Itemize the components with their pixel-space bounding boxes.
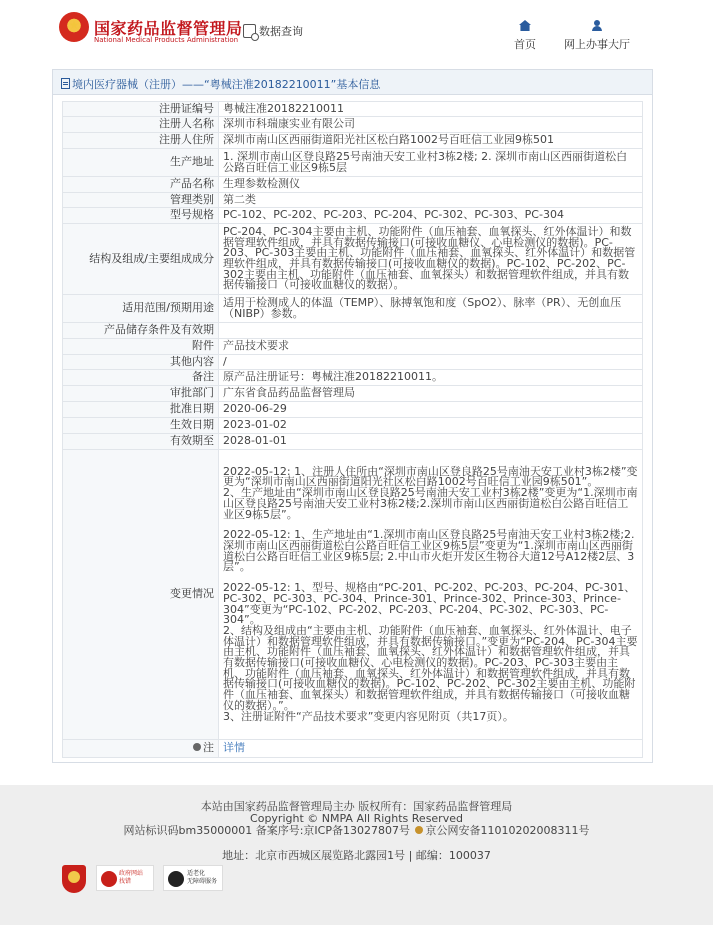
party-emblem-icon[interactable] — [62, 865, 86, 893]
row-value: 产品技术要求 — [219, 339, 643, 355]
row-value: 2028-01-01 — [219, 434, 643, 450]
footer-sponsor: 本站由国家药品监督管理局主办 版权所有：国家药品监督管理局 — [200, 800, 513, 813]
table-row — [63, 339, 643, 355]
row-key: 结构及组成/主要组成成分 — [63, 224, 219, 295]
table-row — [63, 177, 643, 193]
note-value — [219, 740, 643, 758]
table-row — [63, 323, 643, 339]
data-query-label: 数据查询 — [259, 25, 303, 38]
footer-copyright: Copyright © NMPA All Rights Reserved — [250, 812, 463, 825]
data-query-link[interactable] — [243, 23, 303, 39]
row-value: 适用于检测成人的体温（TEMP）、脉搏氧饱和度（SpO2）、脉率（PR）、无创血压（NIBP）参数。 — [219, 295, 643, 323]
table-row — [63, 295, 643, 323]
row-key: 适用范围/预期用途 — [63, 295, 219, 323]
table-row-note — [63, 740, 643, 758]
nav-online-service-label: 网上办事大厅 — [564, 38, 630, 51]
row-value: 1. 深圳市南山区登良路25号南油天安工业村3栋2楼; 2. 深圳市南山区西丽街道松白公路百旺信工业区9栋5层 — [219, 149, 643, 177]
footer-icp[interactable]: 网站标识码bm35000001 备案序号:京ICP备13027807号 — [123, 824, 414, 837]
national-emblem-icon[interactable] — [59, 12, 89, 42]
accessibility-badge[interactable] — [163, 865, 223, 891]
row-value: 第二类 — [219, 193, 643, 208]
row-value: / — [219, 355, 643, 370]
row-value: 原产品注册证号：粤械注准20182210011。 — [219, 370, 643, 386]
change-paragraph: 2、结构及组成由“主要由主机、功能附件（血压袖套、血氧探头、红外体温计、电子体温计）和数据管理软件组成，并具有数据传输接口。”变更为“PC-204、PC-304主要由主机、功能附件（血压袖套、血氧探头、红外体温计）和数据管理软件组成，并具有数据传输接口(可接收血糖仪、心电检测仪的数据)。PC-203、PC-303主要由主机、功能附件（血压袖套、血氧探头、红外体温计）和数据管理软件组成，并具有数据传输接口(可接收血糖仪的数据)。PC-102、PC-202、PC-302主要由主机、功能附件（血压袖套、血氧探头）和数据管理软件组成，并具有数据传输接口（可接收血糖仪的数据）。”。 — [223, 623, 638, 712]
row-key: 生产地址 — [63, 149, 219, 177]
accessibility-badge-text: 适老化 无障碍服务 — [187, 870, 218, 885]
change-paragraph: 2022-05-12: 1、注册人住所由“深圳市南山区登良路25号南油天安工业村3栋2楼”变更为“深圳市南山区西丽街道阳光社区松白路1002号百旺信工业园9栋501”。 — [223, 464, 638, 489]
site-logo-title[interactable]: 国家药品监督管理局 — [94, 19, 243, 38]
row-key: 注册人名称 — [63, 117, 219, 133]
table-row — [63, 208, 643, 224]
home-icon — [519, 20, 531, 31]
row-key: 注册人住所 — [63, 133, 219, 149]
row-key: 有效期至 — [63, 434, 219, 450]
row-value: 粤械注准20182210011 — [219, 102, 643, 117]
accessibility-icon — [168, 871, 184, 887]
user-icon — [591, 20, 603, 31]
footer-registration — [0, 825, 713, 837]
data-query-icon — [243, 24, 256, 38]
table-row — [63, 434, 643, 450]
change-paragraph: 2022-05-12: 1、生产地址由“1.深圳市南山区登良路25号南油天安工业村3栋2楼;2.深圳市南山区西丽街道松白公路百旺信工业区9栋5层”变更为“1.深圳市南山区西丽街道松白公路百旺信工业区9栋5层; 2.中山市火炬开发区生物谷大道12号A12楼2层、3层”。 — [223, 528, 635, 574]
document-icon — [61, 78, 70, 89]
row-key: 生效日期 — [63, 418, 219, 434]
site-logo-subtitle: National Medical Products Administration — [94, 36, 239, 44]
footer-address: 地址：北京市西城区展览路北露园1号 | 邮编：100037 — [222, 849, 491, 862]
row-key: 型号规格 — [63, 208, 219, 224]
site-header — [0, 0, 713, 62]
info-table — [62, 101, 643, 758]
row-key: 附件 — [63, 339, 219, 355]
changes-key: 变更情况 — [63, 450, 219, 740]
table-row — [63, 149, 643, 177]
row-key: 产品名称 — [63, 177, 219, 193]
row-value: 2023-01-02 — [219, 418, 643, 434]
row-value: 深圳市南山区西丽街道阳光社区松白路1002号百旺信工业园9栋501 — [219, 133, 643, 149]
gov-website-badge-text: 政府网站 找错 — [119, 870, 144, 885]
row-value: PC-102、PC-202、PC-203、PC-204、PC-302、PC-303、PC-304 — [219, 208, 643, 224]
row-value: 生理参数检测仪 — [219, 177, 643, 193]
row-value — [219, 323, 643, 339]
table-row — [63, 193, 643, 208]
table-row — [63, 402, 643, 418]
gov-website-error-badge[interactable] — [96, 865, 154, 891]
row-value: PC-204、PC-304主要由主机、功能附件（血压袖套、血氧探头、红外体温计）和数据管理软件组成，并具有数据传输接口(可接收血糖仪、心电检测仪的数据)。PC-203、PC-303主要由主机、功能附件（血压袖套、血氧探头、红外体温计）和数据管理软件组成，并具有数据传输接口(可接收血糖仪的数据)。PC-102、PC-202、PC-302主要由主机、功能附件（血压袖套、血氧探头）和数据管理软件组成，并具有数据传输接口（可接收血糖仪的数据）。 — [219, 224, 643, 295]
table-row — [63, 355, 643, 370]
row-key: 其他内容 — [63, 355, 219, 370]
changes-value — [219, 450, 643, 740]
change-paragraph: 2、生产地址由“深圳市南山区登良路25号南油天安工业村3栋2楼”变更为“1.深圳市南山区登良路25号南油天安工业村3栋2楼;2.深圳市南山区西丽街道松白公路百旺信工业区9栋5层”。 — [223, 486, 638, 521]
police-badge-icon — [415, 826, 423, 834]
panel-title-text: 境内医疗器械（注册）——“粤械注准20182210011”基本信息 — [72, 78, 381, 91]
note-key-label: 注 — [203, 741, 214, 755]
footer-police-record[interactable]: 京公网安备11010202008311号 — [425, 824, 590, 837]
gov-website-icon — [101, 871, 117, 887]
row-key: 产品储存条件及有效期 — [63, 323, 219, 339]
row-key: 备注 — [63, 370, 219, 386]
note-key — [63, 740, 219, 758]
table-row-changes — [63, 450, 643, 740]
panel-title — [53, 70, 652, 95]
row-key: 批准日期 — [63, 402, 219, 418]
detail-link[interactable]: 详情 — [223, 741, 245, 755]
table-row — [63, 386, 643, 402]
table-row — [63, 117, 643, 133]
nav-online-service[interactable] — [559, 20, 635, 52]
change-paragraph: 3、注册证附件“产品技术要求”变更内容见附页（共17页）。 — [223, 709, 514, 723]
row-value: 2020-06-29 — [219, 402, 643, 418]
table-row — [63, 224, 643, 295]
table-row — [63, 133, 643, 149]
nav-home[interactable] — [511, 20, 539, 52]
row-key: 审批部门 — [63, 386, 219, 402]
row-key: 注册证编号 — [63, 102, 219, 117]
row-key: 管理类别 — [63, 193, 219, 208]
table-row — [63, 102, 643, 117]
row-value: 深圳市科瑞康实业有限公司 — [219, 117, 643, 133]
row-value: 广东省食品药品监督管理局 — [219, 386, 643, 402]
change-paragraph: 2022-05-12: 1、型号、规格由“PC-201、PC-202、PC-203、PC-204、PC-301、PC-302、PC-303、PC-304、Prince-301、Prince-302、Prince-303、Prince-304”变更为“PC-102、PC-202、PC-203、PC-204、PC-302、PC-303、PC-304”。 — [223, 581, 636, 627]
table-row — [63, 370, 643, 386]
note-icon — [193, 743, 201, 751]
nav-home-label: 首页 — [514, 38, 536, 51]
table-row — [63, 418, 643, 434]
detail-panel — [52, 69, 653, 763]
